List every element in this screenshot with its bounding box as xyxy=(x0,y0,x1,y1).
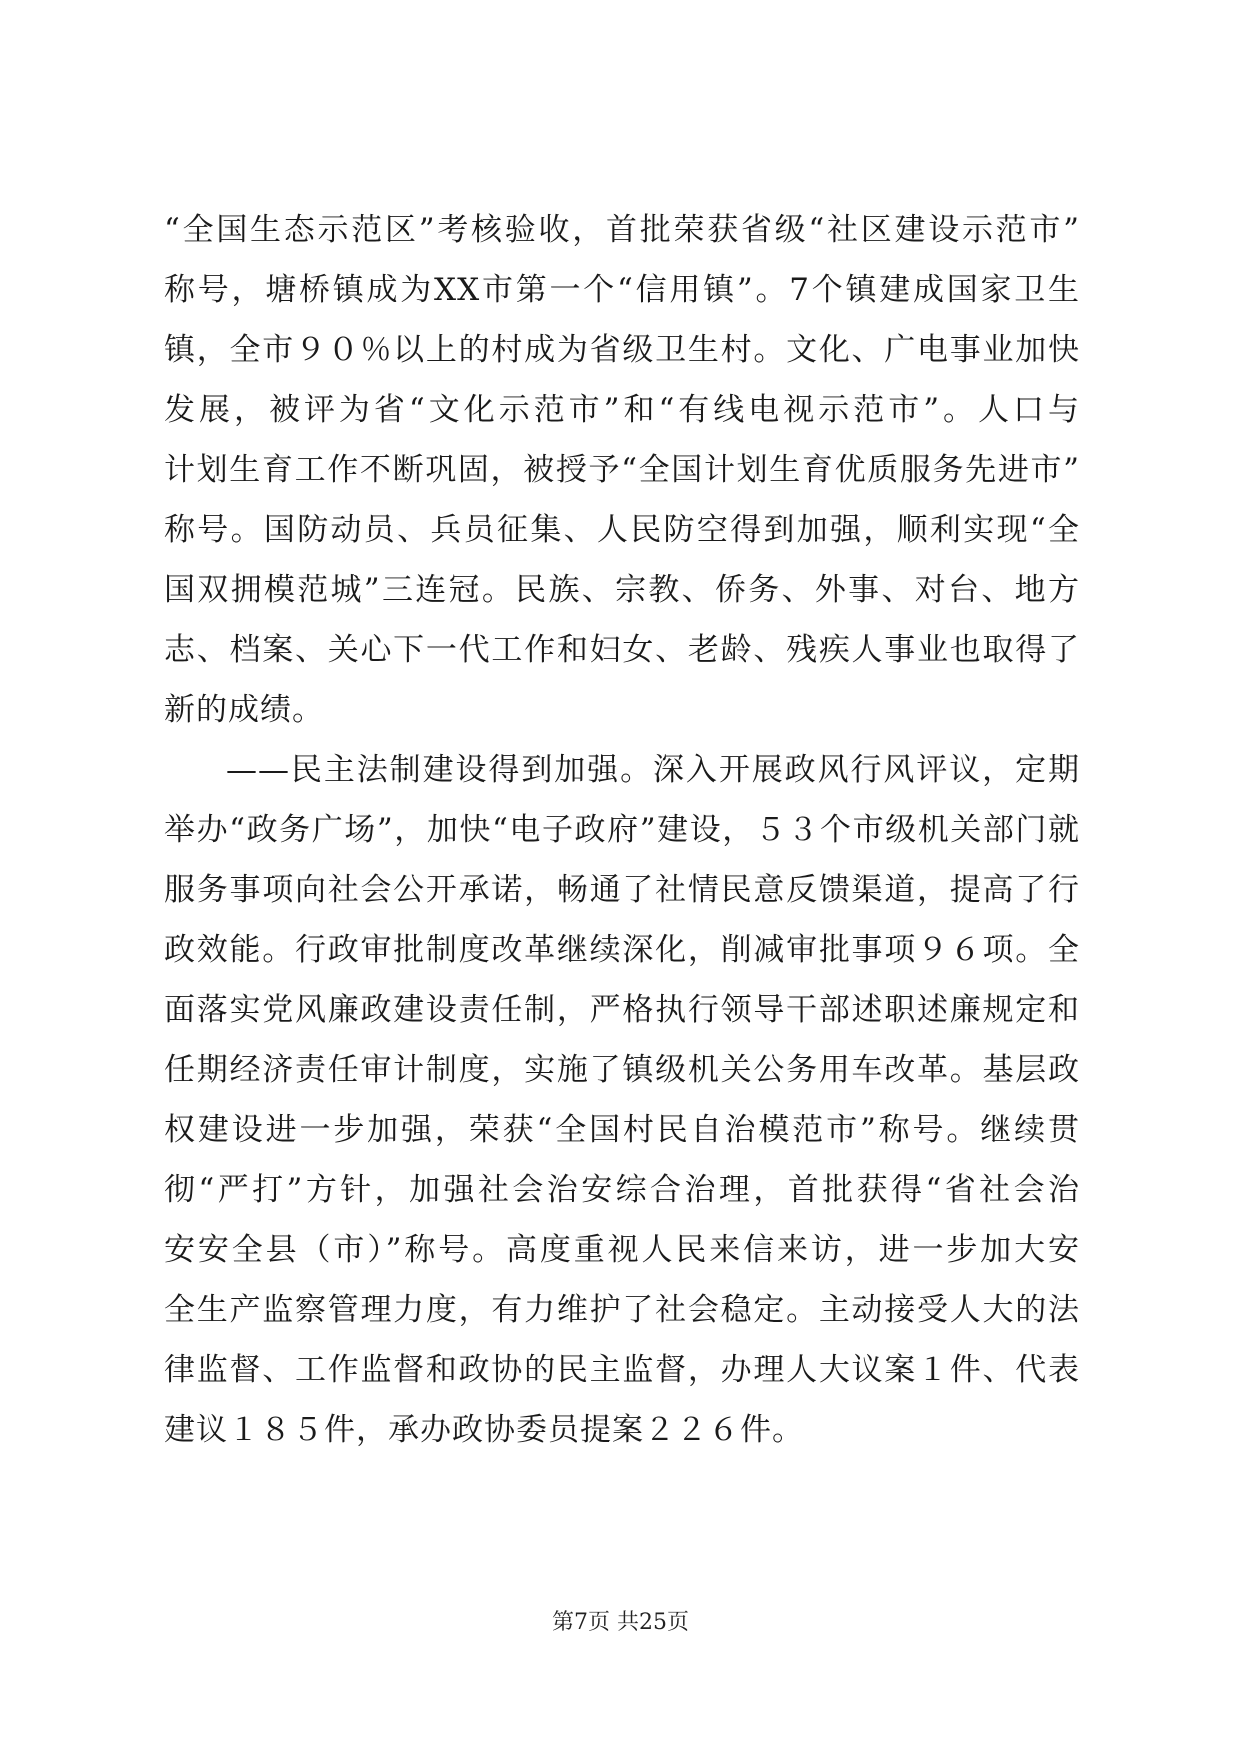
text-line: 律监督、工作监督和政协的民主监督，办理人大议案１件、代表 xyxy=(164,1352,1080,1388)
text-line: 服务事项向社会公开承诺，畅通了社情民意反馈渠道，提高了行 xyxy=(164,872,1080,908)
text-line: 国双拥模范城”三连冠。民族、宗教、侨务、外事、对台、地方 xyxy=(164,572,1080,608)
text-line: 称号，塘桥镇成为XX市第一个“信用镇”。7个镇建成国家卫生 xyxy=(164,272,1080,308)
text-line: 计划生育工作不断巩固，被授予“全国计划生育优质服务先进市” xyxy=(164,452,1080,488)
text-line: 任期经济责任审计制度，实施了镇级机关公务用车改革。基层政 xyxy=(164,1052,1080,1088)
text-line: 政效能。行政审批制度改革继续深化，削减审批事项９６项。全 xyxy=(164,932,1080,968)
text-line: 新的成绩。 xyxy=(164,692,324,728)
text-line: 建议１８５件，承办政协委员提案２２６件。 xyxy=(164,1412,804,1448)
text-line: 志、档案、关心下一代工作和妇女、老龄、残疾人事业也取得了 xyxy=(164,632,1080,668)
text-line: 面落实党风廉政建设责任制，严格执行领导干部述职述廉规定和 xyxy=(164,992,1080,1028)
text-line: 镇，全市９０％以上的村成为省级卫生村。文化、广电事业加快 xyxy=(164,332,1080,368)
paragraph-2 xyxy=(164,740,1080,1460)
text-line: 安安全县（市）”称号。高度重视人民来信来访，进一步加大安 xyxy=(164,1232,1080,1268)
body-text xyxy=(164,200,1080,1460)
text-line: 全生产监察管理力度，有力维护了社会稳定。主动接受人大的法 xyxy=(164,1292,1080,1328)
paragraph-1 xyxy=(164,200,1080,740)
text-line: ——民主法制建设得到加强。深入开展政风行风评议，定期 xyxy=(226,752,1080,788)
page-footer: 第7页 共25页 xyxy=(552,1610,689,1635)
text-line: “全国生态示范区”考核验收，首批荣获省级“社区建设示范市” xyxy=(164,212,1080,248)
text-line: 举办“政务广场”，加快“电子政府”建设，５３个市级机关部门就 xyxy=(164,812,1080,848)
text-line: 称号。国防动员、兵员征集、人民防空得到加强，顺利实现“全 xyxy=(164,512,1080,548)
text-line: 彻“严打”方针，加强社会治安综合治理，首批获得“省社会治 xyxy=(164,1172,1080,1208)
text-line: 发展，被评为省“文化示范市”和“有线电视示范市”。人口与 xyxy=(164,392,1080,428)
text-line: 权建设进一步加强，荣获“全国村民自治模范市”称号。继续贯 xyxy=(164,1112,1080,1148)
